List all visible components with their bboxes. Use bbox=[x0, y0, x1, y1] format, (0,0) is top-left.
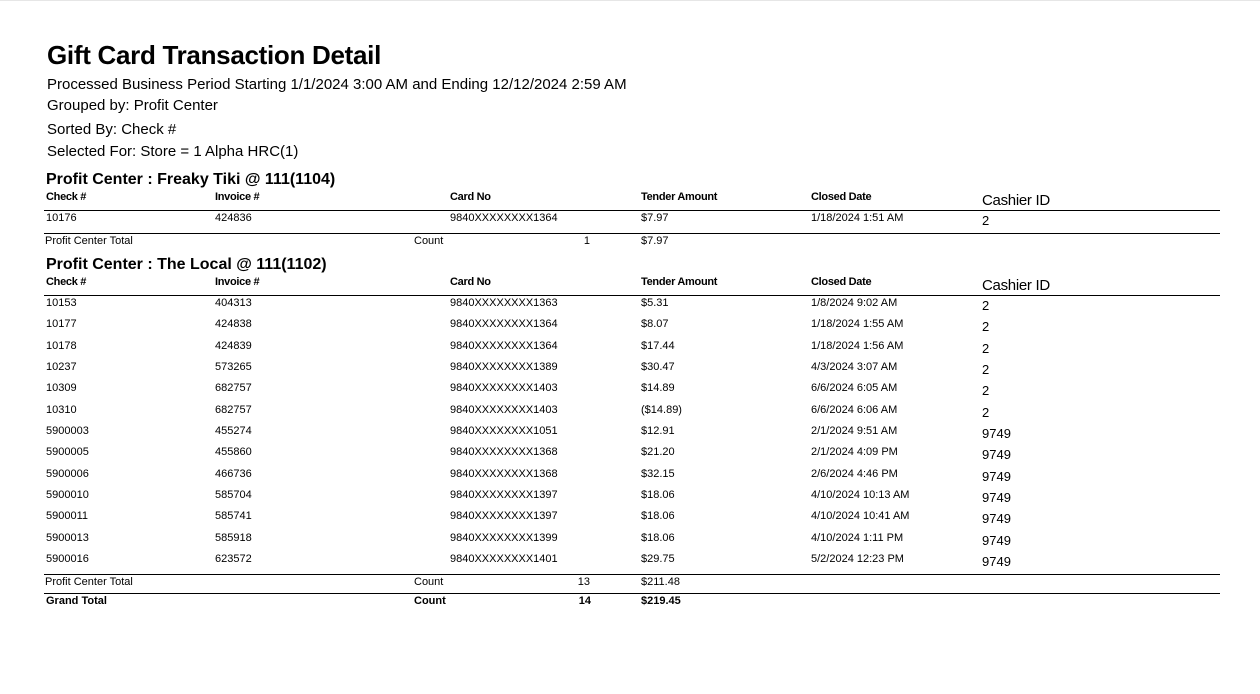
cell-card: 9840XXXXXXXX1051 bbox=[450, 424, 558, 437]
column-header-check: Check # bbox=[46, 191, 87, 203]
group-heading: Profit Center : The Local @ 111(1102) bbox=[46, 256, 327, 273]
group-total-count: 13 bbox=[577, 576, 590, 589]
column-header-cashier: Cashier ID bbox=[982, 192, 1050, 209]
column-header-invoice: Invoice # bbox=[215, 191, 260, 203]
cell-closed: 6/6/2024 6:05 AM bbox=[811, 382, 898, 395]
cell-card: 9840XXXXXXXX1368 bbox=[450, 446, 558, 459]
group-total-count-label: Count bbox=[414, 576, 444, 589]
cell-amount: $32.15 bbox=[641, 467, 675, 480]
report-period: Processed Business Period Starting 1/1/2024 3:00 AM and Ending 12/12/2024 2:59 AM bbox=[47, 76, 627, 93]
cell-closed: 2/1/2024 4:09 PM bbox=[811, 446, 898, 459]
cell-card: 9840XXXXXXXX1368 bbox=[450, 467, 558, 480]
page-top-border bbox=[0, 0, 1260, 1]
cell-check: 5900003 bbox=[46, 424, 89, 437]
group-total-amount: $211.48 bbox=[641, 576, 680, 589]
report-grouping: Grouped by: Profit Center bbox=[47, 97, 218, 114]
cell-check: 10237 bbox=[46, 360, 77, 373]
cell-amount: $14.89 bbox=[641, 382, 675, 395]
cell-check: 10153 bbox=[46, 297, 77, 309]
cell-check: 10177 bbox=[46, 318, 77, 331]
cell-closed: 4/10/2024 10:13 AM bbox=[811, 488, 910, 501]
cell-card: 9840XXXXXXXX1403 bbox=[450, 403, 558, 416]
cell-invoice: 455860 bbox=[215, 446, 252, 459]
cell-amount: $7.97 bbox=[641, 212, 669, 224]
cell-closed: 5/2/2024 12:23 PM bbox=[811, 552, 904, 565]
cell-closed: 6/6/2024 6:06 AM bbox=[811, 403, 898, 416]
cell-amount: $18.06 bbox=[641, 510, 675, 523]
cell-amount: $5.31 bbox=[641, 297, 669, 309]
total-rule bbox=[44, 233, 1220, 234]
cell-check: 10309 bbox=[46, 382, 77, 395]
report-sorting: Sorted By: Check # bbox=[47, 121, 177, 138]
group-heading: Profit Center : Freaky Tiki @ 111(1104) bbox=[46, 171, 336, 188]
cell-cashier: 9749 bbox=[982, 489, 1011, 505]
column-header-card: Card No bbox=[450, 276, 491, 288]
cell-cashier: 9749 bbox=[982, 468, 1011, 484]
column-header-invoice: Invoice # bbox=[215, 276, 260, 288]
cell-cashier: 9749 bbox=[982, 553, 1011, 569]
cell-closed: 4/10/2024 10:41 AM bbox=[811, 510, 910, 523]
cell-invoice: 682757 bbox=[215, 382, 252, 395]
cell-cashier: 2 bbox=[982, 298, 990, 313]
cell-card: 9840XXXXXXXX1401 bbox=[450, 552, 558, 565]
column-header-card: Card No bbox=[450, 191, 491, 203]
group-total-count: 1 bbox=[583, 235, 590, 248]
cell-cashier: 2 bbox=[982, 361, 990, 377]
cell-invoice: 404313 bbox=[215, 297, 252, 309]
cell-check: 5900010 bbox=[46, 488, 89, 501]
cell-invoice: 424836 bbox=[215, 212, 252, 224]
cell-cashier: 9749 bbox=[982, 425, 1011, 441]
group-total-label: Profit Center Total bbox=[45, 235, 133, 248]
cell-card: 9840XXXXXXXX1397 bbox=[450, 510, 558, 523]
cell-check: 5900016 bbox=[46, 552, 89, 565]
cell-check: 5900005 bbox=[46, 446, 89, 459]
grand-total-rule bbox=[44, 593, 1220, 594]
cell-amount: $12.91 bbox=[641, 424, 675, 437]
report-title: Gift Card Transaction Detail bbox=[47, 40, 382, 70]
cell-cashier: 2 bbox=[982, 319, 990, 335]
cell-invoice: 682757 bbox=[215, 403, 252, 416]
cell-check: 5900006 bbox=[46, 467, 89, 480]
cell-amount: $21.20 bbox=[641, 446, 675, 459]
cell-card: 9840XXXXXXXX1399 bbox=[450, 531, 558, 544]
column-header-amount: Tender Amount bbox=[641, 276, 718, 288]
cell-closed: 4/3/2024 3:07 AM bbox=[811, 360, 898, 373]
header-rule bbox=[44, 295, 1220, 296]
cell-invoice: 424838 bbox=[215, 318, 252, 331]
cell-amount: ($14.89) bbox=[641, 403, 682, 416]
cell-cashier: 9749 bbox=[982, 511, 1011, 527]
cell-amount: $18.06 bbox=[641, 531, 675, 544]
header-rule bbox=[44, 210, 1220, 211]
column-header-amount: Tender Amount bbox=[641, 191, 718, 203]
total-rule bbox=[44, 574, 1220, 575]
grand-total-label: Grand Total bbox=[46, 595, 107, 607]
cell-cashier: 2 bbox=[982, 213, 990, 228]
cell-invoice: 585741 bbox=[215, 510, 252, 523]
report-selection: Selected For: Store = 1 Alpha HRC(1) bbox=[47, 143, 299, 160]
group-total-amount: $7.97 bbox=[641, 235, 669, 248]
cell-invoice: 573265 bbox=[215, 360, 252, 373]
column-header-check: Check # bbox=[46, 276, 87, 288]
cell-closed: 1/8/2024 9:02 AM bbox=[811, 297, 898, 309]
cell-cashier: 2 bbox=[982, 340, 990, 356]
cell-closed: 4/10/2024 1:11 PM bbox=[811, 531, 904, 544]
cell-closed: 2/6/2024 4:46 PM bbox=[811, 467, 898, 480]
column-header-closed: Closed Date bbox=[811, 191, 872, 203]
grand-total-count-label: Count bbox=[414, 595, 446, 607]
cell-check: 5900013 bbox=[46, 531, 89, 544]
column-header-cashier: Cashier ID bbox=[982, 277, 1050, 294]
cell-card: 9840XXXXXXXX1389 bbox=[450, 360, 558, 373]
cell-check: 5900011 bbox=[46, 510, 89, 523]
grand-total-count: 14 bbox=[578, 595, 591, 607]
group-total-count-label: Count bbox=[414, 235, 444, 248]
cell-invoice: 424839 bbox=[215, 339, 252, 352]
group-total-label: Profit Center Total bbox=[45, 576, 133, 589]
cell-cashier: 9749 bbox=[982, 447, 1011, 463]
cell-card: 9840XXXXXXXX1364 bbox=[450, 318, 558, 331]
cell-cashier: 2 bbox=[982, 383, 990, 399]
cell-invoice: 585704 bbox=[215, 488, 252, 501]
cell-invoice: 466736 bbox=[215, 467, 252, 480]
cell-closed: 1/18/2024 1:55 AM bbox=[811, 318, 904, 331]
cell-cashier: 9749 bbox=[982, 532, 1011, 548]
cell-amount: $18.06 bbox=[641, 488, 675, 501]
cell-amount: $8.07 bbox=[641, 318, 669, 331]
cell-closed: 1/18/2024 1:56 AM bbox=[811, 339, 904, 352]
cell-check: 10310 bbox=[46, 403, 77, 416]
cell-card: 9840XXXXXXXX1364 bbox=[450, 212, 558, 224]
cell-invoice: 623572 bbox=[215, 552, 252, 565]
cell-card: 9840XXXXXXXX1363 bbox=[450, 297, 558, 309]
cell-invoice: 585918 bbox=[215, 531, 252, 544]
cell-cashier: 2 bbox=[982, 404, 990, 420]
cell-closed: 2/1/2024 9:51 AM bbox=[811, 424, 898, 437]
cell-check: 10176 bbox=[46, 212, 77, 224]
cell-amount: $29.75 bbox=[641, 552, 675, 565]
cell-card: 9840XXXXXXXX1403 bbox=[450, 382, 558, 395]
cell-card: 9840XXXXXXXX1364 bbox=[450, 339, 558, 352]
cell-amount: $30.47 bbox=[641, 360, 675, 373]
grand-total-amount: $219.45 bbox=[641, 595, 681, 607]
cell-amount: $17.44 bbox=[641, 339, 675, 352]
cell-card: 9840XXXXXXXX1397 bbox=[450, 488, 558, 501]
cell-check: 10178 bbox=[46, 339, 77, 352]
cell-closed: 1/18/2024 1:51 AM bbox=[811, 212, 904, 224]
cell-invoice: 455274 bbox=[215, 424, 252, 437]
column-header-closed: Closed Date bbox=[811, 276, 872, 288]
